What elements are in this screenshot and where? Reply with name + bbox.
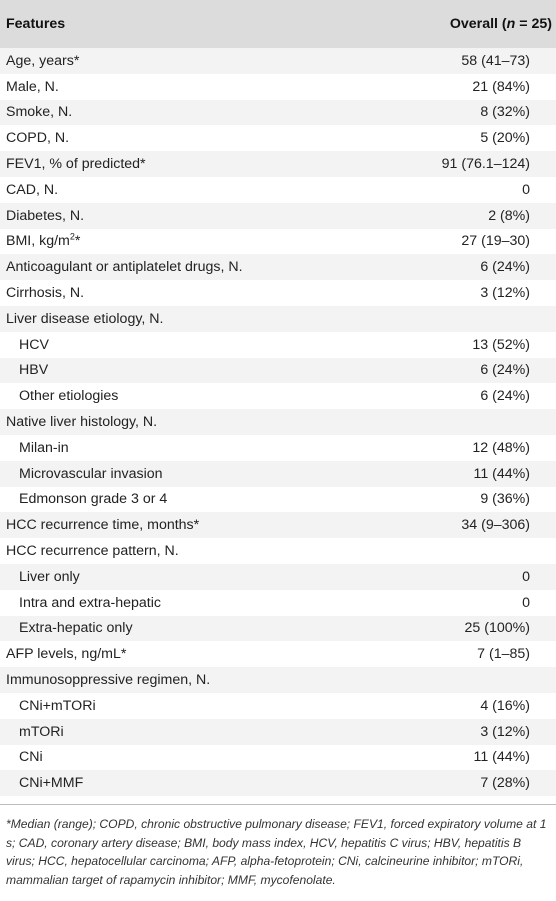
table-row (0, 667, 556, 693)
row-label: HCC recurrence time, months* (6, 517, 200, 534)
row-value: 9 (36%) (480, 491, 530, 508)
row-value: 2 (8%) (488, 207, 530, 224)
table-row (0, 177, 556, 203)
row-value: 4 (16%) (480, 697, 530, 714)
header-overall-n: n (506, 16, 516, 32)
row-label: HCV (19, 336, 49, 353)
row-value: 6 (24%) (480, 388, 530, 405)
row-label: Anticoagulant or antiplatelet drugs, N. (6, 259, 243, 276)
table-row (0, 590, 556, 616)
row-value: 6 (24%) (480, 259, 530, 276)
table-row (0, 487, 556, 513)
row-label: Liver only (19, 568, 80, 585)
row-label: Intra and extra-hepatic (19, 594, 161, 611)
table-row (0, 564, 556, 590)
row-label: Immunosoppressive regimen, N. (6, 672, 211, 689)
table-header (0, 0, 556, 48)
table-row (0, 461, 556, 487)
table-body (0, 48, 556, 796)
row-label: HBV (19, 362, 49, 379)
table-row (0, 435, 556, 461)
row-value: 7 (1–85) (477, 646, 530, 663)
table-row (0, 719, 556, 745)
row-label: Age, years* (6, 52, 80, 69)
row-value: 5 (20%) (480, 130, 530, 147)
table-row (0, 641, 556, 667)
row-value (396, 667, 556, 693)
row-label: Milan-in (19, 439, 69, 456)
row-value: 11 (44%) (473, 749, 530, 766)
row-value: 58 (41–73) (461, 52, 530, 69)
row-value: 7 (28%) (480, 775, 530, 792)
row-label: Native liver histology, N. (6, 414, 158, 431)
table-row (0, 100, 556, 126)
row-value: 13 (52%) (472, 336, 530, 353)
table-row (0, 254, 556, 280)
row-value: 0 (522, 568, 530, 585)
header-row (0, 0, 556, 48)
table-row (0, 745, 556, 771)
table-row (0, 74, 556, 100)
table-row (0, 512, 556, 538)
row-label-suffix: * (74, 233, 81, 250)
row-value: 12 (48%) (472, 439, 530, 456)
row-value: 0 (522, 594, 530, 611)
row-label: CNi (19, 749, 43, 766)
row-label: Extra-hepatic only (19, 620, 133, 637)
table-row (0, 203, 556, 229)
row-label: Smoke, N. (6, 104, 73, 121)
table-row (0, 125, 556, 151)
row-value (396, 409, 556, 435)
row-value: 0 (522, 181, 530, 198)
row-label: Liver disease etiology, N. (6, 310, 164, 327)
row-label: Cirrhosis, N. (6, 285, 85, 302)
row-label: mTORi (19, 723, 64, 740)
header-overall-prefix: Overall ( (449, 16, 507, 32)
row-value: 91 (76.1–124) (441, 156, 530, 173)
table-row (0, 770, 556, 796)
table-row (0, 332, 556, 358)
table-row (0, 151, 556, 177)
row-label: Edmonson grade 3 or 4 (19, 491, 168, 508)
row-label: Male, N. (6, 78, 59, 95)
row-label: Other etiologies (19, 388, 119, 405)
row-label (0, 229, 396, 255)
row-label-text: BMI, kg/m (6, 233, 70, 250)
table-row (0, 229, 556, 255)
row-label: FEV1, % of predicted* (6, 156, 146, 173)
table-row (0, 409, 556, 435)
row-value: 3 (12%) (480, 723, 530, 740)
row-value (396, 306, 556, 332)
row-value: 25 (100%) (464, 620, 530, 637)
table-row (0, 538, 556, 564)
row-label: AFP levels, ng/mL* (6, 646, 127, 663)
row-value: 3 (12%) (480, 285, 530, 302)
row-value: 34 (9–306) (461, 517, 530, 534)
row-label: CNi+mTORi (19, 697, 96, 714)
row-label: COPD, N. (6, 130, 70, 147)
table-row (0, 280, 556, 306)
row-label: CNi+MMF (19, 775, 84, 792)
row-value: 11 (44%) (473, 465, 530, 482)
row-value: 21 (84%) (472, 78, 530, 95)
row-value: 8 (32%) (480, 104, 530, 121)
row-value (396, 538, 556, 564)
row-value: 27 (19–30) (461, 233, 530, 250)
table-row (0, 306, 556, 332)
row-value: 6 (24%) (480, 362, 530, 379)
row-label-superscript: 2 (69, 231, 75, 242)
table-row (0, 48, 556, 74)
row-label: Diabetes, N. (6, 207, 85, 224)
row-label: HCC recurrence pattern, N. (6, 543, 179, 560)
row-label: Microvascular invasion (19, 465, 163, 482)
table-footnote: *Median (range); COPD, chronic obstructive pulmonary disease; FEV1, forced expiratory volume at 1 s; CAD, coronary artery disease; BMI, body mass index, HCV, hepatitis C virus; HBV, hepatitis B virus; HCC, hepatocellular carcinoma; AFP, alpha-fetoprotein; CNi, calcineurine inhibitor; mTORi, mammalian target of rapamycin inhibitor; MMF, mycofenolate. (0, 804, 556, 889)
row-label: CAD, N. (6, 181, 59, 198)
header-features: Features (6, 16, 66, 32)
table-row (0, 383, 556, 409)
header-overall (396, 0, 556, 48)
table-row (0, 616, 556, 642)
table-row (0, 358, 556, 384)
header-overall-suffix: = 25) (515, 16, 552, 32)
table-row (0, 693, 556, 719)
